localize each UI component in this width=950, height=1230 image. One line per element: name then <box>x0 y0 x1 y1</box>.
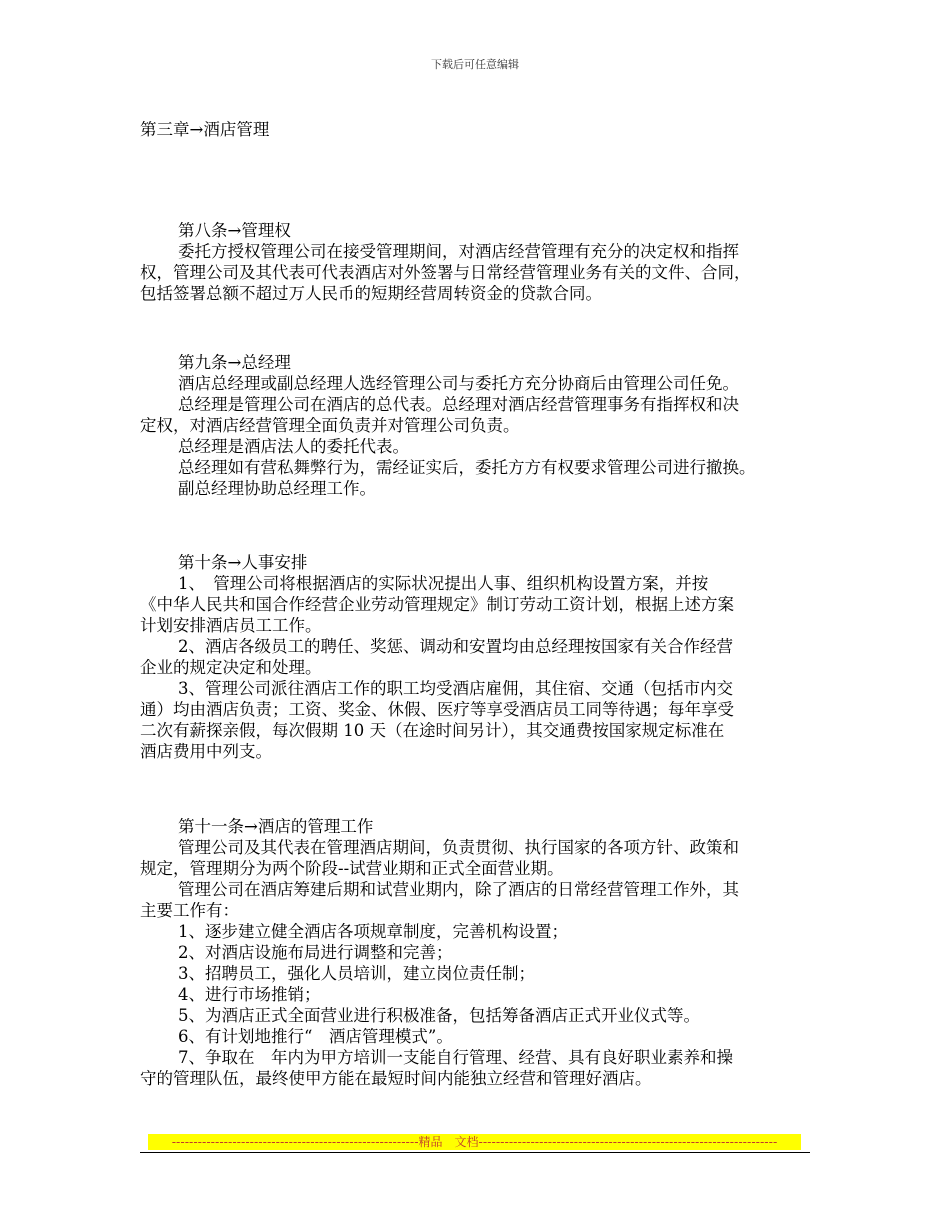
article-11 <box>140 816 820 1089</box>
paragraph-line: 总经理是管理公司在酒店的总代表。总经理对酒店经营管理事务有指挥权和决 <box>178 395 739 414</box>
paragraph-line: 管理公司及其代表在管理酒店期间，负责贯彻、执行国家的各项方针、政策和 <box>178 838 739 857</box>
page-header: 下载后可任意编辑 <box>431 58 519 71</box>
list-item: 2、对酒店设施布局进行调整和完善； <box>178 943 453 962</box>
paragraph-line: 计划安排酒店员工工作。 <box>140 616 322 635</box>
footer-divider <box>140 1152 810 1153</box>
paragraph-line: 管理公司在酒店筹建后期和试营业期内，除了酒店的日常经营管理工作外，其 <box>178 880 739 899</box>
article-8 <box>140 220 820 304</box>
paragraph-line: 2、酒店各级员工的聘任、奖惩、调动和安置均由总经理按国家有关合作经营 <box>178 637 733 656</box>
list-item: 7、争取在 年内为甲方培训一支能自行管理、经营、具有良好职业素养和操 <box>178 1048 733 1067</box>
list-item: 4、进行市场推销； <box>178 985 321 1004</box>
list-item: 3、招聘员工，强化人员培训，建立岗位责任制； <box>178 964 535 983</box>
article-title: 第九条→总经理 <box>178 353 291 372</box>
paragraph-line: 二次有薪探亲假，每次假期 10 天（在途时间另计），其交通费按国家规定标准在 <box>140 721 725 740</box>
paragraph-line: 酒店总经理或副总经理人选经管理公司与委托方充分协商后由管理公司任免。 <box>178 374 739 393</box>
paragraph-line: 3、管理公司派往酒店工作的职工均受酒店雇佣，其住宿、交通（包括市内交 <box>178 679 733 698</box>
paragraph-line: 总经理如有营私舞弊行为，需经证实后，委托方方有权要求管理公司进行撤换。 <box>178 458 756 477</box>
list-item: 5、为酒店正式全面营业进行积极准备，包括筹备酒店正式开业仪式等。 <box>178 1006 700 1025</box>
paragraph-line: 包括签署总额不超过万人民币的短期经营周转资金的贷款合同。 <box>140 284 602 303</box>
paragraph-line: 《中华人民共和国合作经营企业劳动管理规定》制订劳动工资计划，根据上述方案 <box>140 595 734 614</box>
list-item: 6、有计划地推行“ 酒店管理模式”。 <box>178 1027 453 1046</box>
article-title: 第十一条→酒店的管理工作 <box>178 817 374 836</box>
paragraph-line: 企业的规定决定和处理。 <box>140 658 322 677</box>
paragraph-line: 酒店费用中列支。 <box>140 742 272 761</box>
list-item: 1、逐步建立健全酒店各项规章制度，完善机构设置； <box>178 922 568 941</box>
paragraph-line: 主要工作有： <box>140 901 239 920</box>
paragraph-line: 定权，对酒店经营管理全面负责并对管理公司负责。 <box>140 416 520 435</box>
paragraph-line: 通）均由酒店负责；工资、奖金、休假、医疗等享受酒店员工同等待遇；每年享受 <box>140 700 734 719</box>
footer-banner: ---------------------------------------------------------精品 文档--------------------------------------------------------------------- <box>148 1134 801 1150</box>
paragraph-line: 规定，管理期分为两个阶段--试营业期和正式全面营业期。 <box>140 859 564 878</box>
chapter-title: 第三章→酒店管理 <box>140 120 270 139</box>
article-9 <box>140 352 820 499</box>
article-title: 第八条→管理权 <box>178 221 291 240</box>
paragraph-line: 守的管理队伍，最终使甲方能在最短时间内能独立经营和管理好酒店。 <box>140 1069 652 1088</box>
paragraph-line: 委托方授权管理公司在接受管理期间，对酒店经营管理有充分的决定权和指挥 <box>178 242 739 261</box>
paragraph-line: 权，管理公司及其代表可代表酒店对外签署与日常经营管理业务有关的文件、合同， <box>140 263 751 282</box>
article-10 <box>140 552 820 762</box>
paragraph-line: 副总经理协助总经理工作。 <box>178 479 376 498</box>
paragraph-line: 总经理是酒店法人的委托代表。 <box>178 437 409 456</box>
paragraph-line: 1、 管理公司将根据酒店的实际状况提出人事、组织机构设置方案，并按 <box>178 574 709 593</box>
article-title: 第十条→人事安排 <box>178 553 308 572</box>
